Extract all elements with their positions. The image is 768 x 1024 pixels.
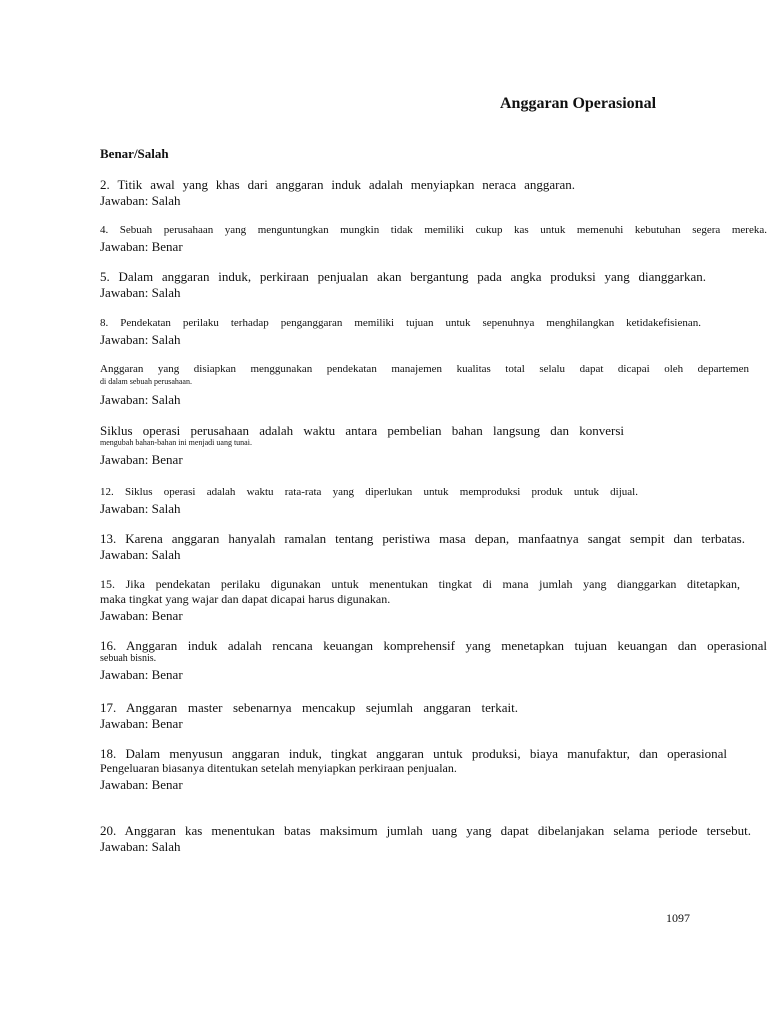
question-text: 2. Titik awal yang khas dari anggaran induk adalah menyiapkan neraca anggaran.: [100, 177, 575, 192]
question-item: [100, 638, 767, 682]
answer-text: Jawaban: Salah: [100, 392, 181, 407]
question-item: [100, 746, 727, 792]
answer-text: Jawaban: Salah: [100, 285, 181, 300]
question-text: 12. Siklus operasi adalah waktu rata-rata yang diperlukan untuk memproduksi produk untuk dijual.: [100, 486, 638, 498]
question-text-continued: Pengeluaran biasanya ditentukan setelah menyiapkan perkiraan penjualan.: [100, 761, 457, 775]
answer-text: Jawaban: Salah: [100, 193, 181, 208]
answer-text: Jawaban: Salah: [100, 332, 181, 347]
question-text-continued: di dalam sebuah perusahaan.: [100, 377, 192, 386]
question-text: 17. Anggaran master sebenarnya mencakup sejumlah anggaran terkait.: [100, 700, 518, 715]
question-item: [100, 700, 518, 731]
answer-text: Jawaban: Benar: [100, 452, 183, 467]
question-text-continued: maka tingkat yang wajar dan dapat dicapai harus digunakan.: [100, 592, 391, 606]
question-item: [100, 269, 706, 300]
question-text: Anggaran yang disiapkan menggunakan pendekatan manajemen kualitas total selalu dapat dicapai oleh departemen: [100, 363, 749, 375]
question-item: [100, 531, 745, 562]
answer-text: Jawaban: Benar: [100, 608, 183, 623]
question-text-continued: sebuah bisnis.: [100, 653, 157, 664]
question-text: 8. Pendekatan perilaku terhadap penganggaran memiliki tujuan untuk sepenuhnya menghilangkan ketidakefisienan.: [100, 317, 701, 329]
question-item: [100, 823, 751, 854]
question-text: 20. Anggaran kas menentukan batas maksimum jumlah uang yang dapat dibelanjakan selama periode tersebut.: [100, 823, 751, 838]
page-number: 1097: [666, 911, 690, 925]
question-item: [100, 362, 749, 407]
answer-text: Jawaban: Salah: [100, 501, 181, 516]
question-item: [100, 177, 575, 208]
question-text: 4. Sebuah perusahaan yang menguntungkan mungkin tidak memiliki cukup kas untuk memenuhi kebutuhan segera mereka.: [100, 224, 767, 236]
question-text: 13. Karena anggaran hanyalah ramalan tentang peristiwa masa depan, manfaatnya sangat sempit dan terbatas.: [100, 531, 745, 546]
question-text: Siklus operasi perusahaan adalah waktu antara pembelian bahan langsung dan konversi: [100, 423, 624, 438]
question-text: 18. Dalam menyusun anggaran induk, tingkat anggaran untuk produksi, biaya manufaktur, dan operasional: [100, 746, 727, 761]
answer-text: Jawaban: Benar: [100, 716, 183, 731]
answer-text: Jawaban: Salah: [100, 547, 181, 562]
page-title: Anggaran Operasional: [500, 95, 657, 112]
question-text: 16. Anggaran induk adalah rencana keuangan komprehensif yang menetapkan tujuan keuangan dan operasional: [100, 638, 767, 653]
question-item: [100, 316, 701, 347]
question-item: [100, 485, 638, 516]
question-text: 15. Jika pendekatan perilaku digunakan untuk menentukan tingkat di mana jumlah yang dianggarkan ditetapkan,: [100, 577, 740, 591]
answer-text: Jawaban: Benar: [100, 667, 183, 682]
question-text-continued: mengubah bahan-bahan ini menjadi uang tunai.: [100, 438, 252, 447]
answer-text: Jawaban: Benar: [100, 239, 183, 254]
section-heading: Benar/Salah: [100, 146, 169, 161]
answer-text: Jawaban: Benar: [100, 777, 183, 792]
question-item: [100, 577, 740, 623]
question-item: [100, 223, 767, 254]
question-text: 5. Dalam anggaran induk, perkiraan penjualan akan bergantung pada angka produksi yang dianggarkan.: [100, 269, 706, 284]
question-item: [100, 423, 624, 467]
answer-text: Jawaban: Salah: [100, 839, 181, 854]
